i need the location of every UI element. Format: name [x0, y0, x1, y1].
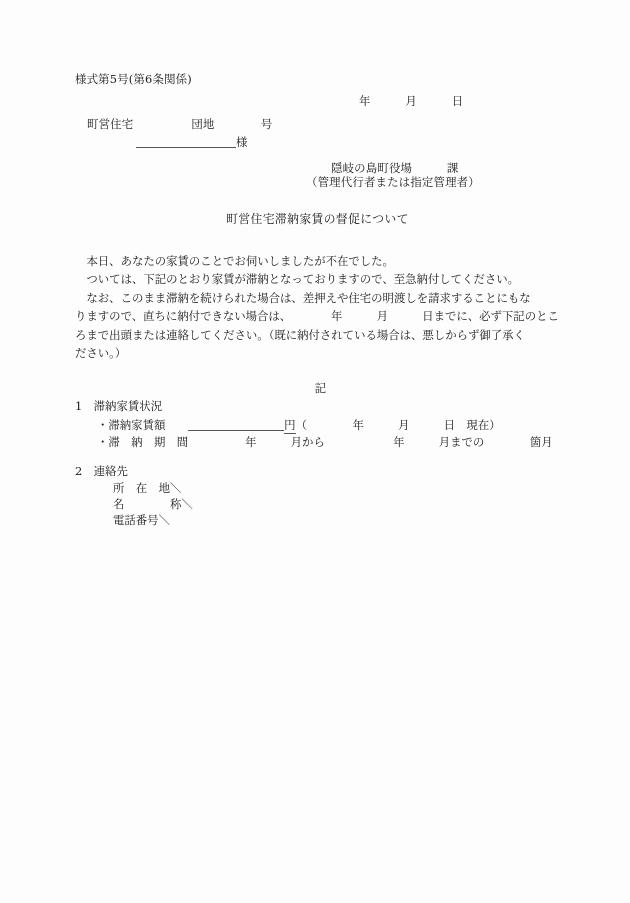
contact-phone-label: 電話番号: [113, 513, 159, 528]
body-line: ろまで出頭または連絡してください。（既に納付されている場合は、悪しからず御了承く: [75, 327, 525, 342]
issuer-note: （管理代行者または指定管理者）: [306, 174, 480, 189]
arrears-amount-gap: [165, 418, 188, 432]
arrears-amount-asof: （ 年 月 日 現在）: [295, 418, 501, 433]
section-2-gap: [82, 464, 93, 478]
section-1-title: 滞納家賃状況: [93, 399, 163, 414]
contact-name-slash: ＼: [181, 497, 193, 512]
addressee-name-line: [75, 134, 572, 150]
contact-name-row: [75, 499, 572, 510]
arrears-period-label: ・滞 納 期 間: [97, 434, 189, 449]
body-line: なお、このまま滞納を続けられた場合は、差押えや住宅の明渡しを請求することにもな: [75, 290, 531, 305]
section-1-number: 1: [75, 399, 83, 414]
form-number: 様式第5号(第6条関係): [75, 72, 192, 86]
body-line: ついては、下記のとおり家賃が滞納となっておりますので、至急納付してください。: [75, 272, 520, 287]
issuer-office: 隠岐の島町役場 課: [331, 161, 459, 176]
section-2-title: 連絡先: [93, 464, 128, 479]
addressee-name-blank: [136, 134, 236, 148]
contact-name-label: 名 称: [113, 497, 182, 512]
section-2-heading: [75, 466, 572, 477]
contact-address-slash: ＼: [169, 480, 182, 495]
body-line: ださい。）: [75, 346, 127, 361]
arrears-period-value: 年 月から 年 月までの 箇月: [188, 434, 553, 449]
arrears-period-row: [75, 434, 572, 449]
contact-phone-row: [75, 515, 572, 526]
contact-phone-slash: ＼: [158, 513, 170, 528]
contact-address-label: 所 在 地: [113, 480, 170, 495]
body-line: 本日、あなたの家賃のことでお伺いしましたが不在でした。: [75, 253, 394, 268]
arrears-amount-label: ・滞納家賃額: [97, 418, 166, 433]
arrears-amount-unit: 円: [284, 418, 296, 433]
addressee-line: 町営住宅 団地 号: [87, 116, 273, 131]
body-paragraph: [75, 252, 572, 363]
section-2-number: 2: [75, 464, 83, 479]
arrears-amount-blank: [188, 417, 284, 431]
section-1-heading: [75, 401, 572, 412]
page-title: 町営住宅滞納家賃の督促について: [226, 212, 409, 227]
arrears-amount-row: [75, 417, 572, 431]
ki-marker: 記: [314, 380, 327, 395]
body-line: りますので、直ちに納付できない場合は、 年 月 日までに、必ず下記のとこ: [75, 309, 559, 324]
contact-address-row: [75, 480, 572, 495]
section-1-gap: [82, 399, 93, 413]
date-line: 年 月 日: [359, 94, 464, 109]
addressee-honorific: 様: [236, 135, 248, 150]
